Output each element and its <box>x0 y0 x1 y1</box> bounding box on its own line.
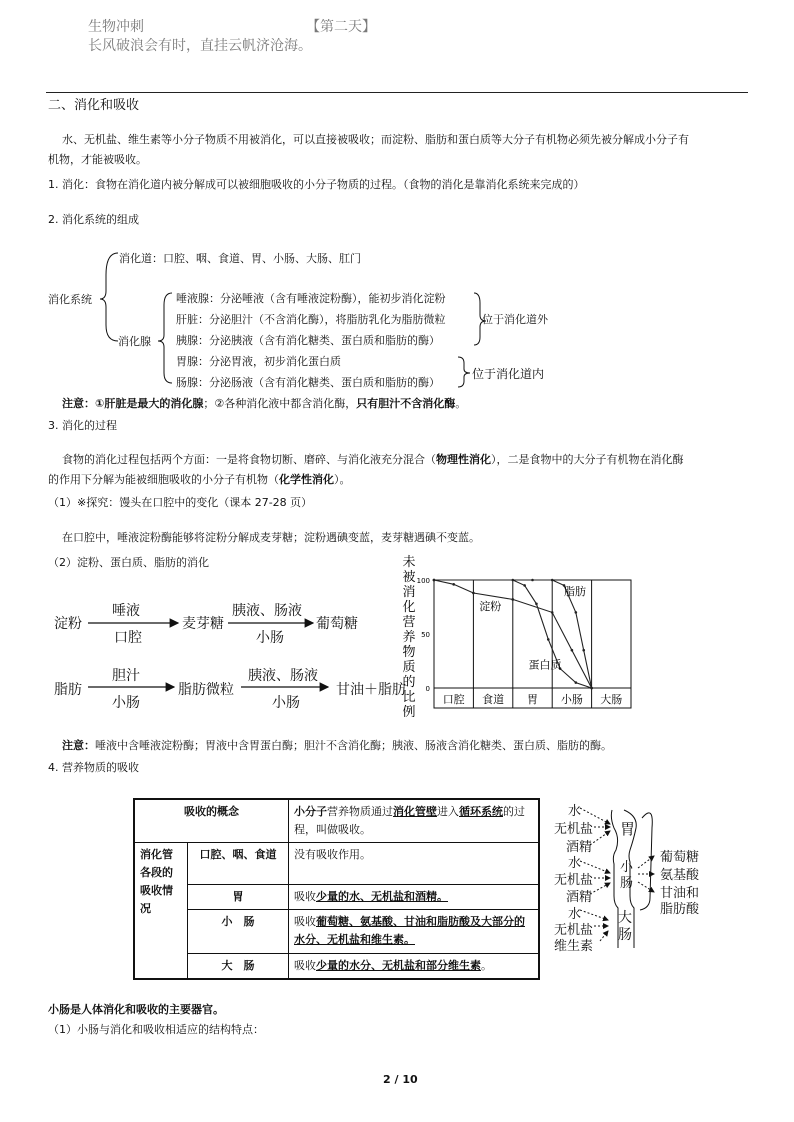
system-title: 2. 消化系统的组成 <box>48 213 139 226</box>
large-value <box>289 954 540 980</box>
chart-series-label: 脂肪 <box>564 585 587 599</box>
small-in-alcohol: 酒精 <box>566 890 593 905</box>
gland-pancreas: 胰腺：分泌胰液（含有消化糖类、蛋白质和脂肪的酶） <box>176 334 440 347</box>
process-text1-a: 食物的消化过程包括两个方面：一是将食物切断、磨碎、与消化液充分混合（ <box>62 453 436 466</box>
absorption-table <box>133 798 540 980</box>
gland-liver: 肝脏：分泌胆汁（不含消化酶），将脂肪乳化为脂肪微粒 <box>176 313 446 326</box>
mouth-label: 口腔、咽、食道 <box>188 843 289 885</box>
chart-point <box>551 611 554 614</box>
explore-title: （1）※探究：馒头在口腔中的变化（课本 27-28 页） <box>48 496 313 509</box>
header-subject: 生物冲刺 <box>88 19 144 35</box>
large-c: 。 <box>481 959 492 972</box>
chart-point <box>571 649 574 652</box>
small-out-glycerol: 甘油和 <box>660 886 700 901</box>
header-day: 【第二天】 <box>306 19 376 35</box>
small-out-amino: 氨基酸 <box>660 868 700 883</box>
chart-series-label: 蛋白质 <box>528 658 562 672</box>
diagram-large-intestine: 大肠 <box>618 910 632 943</box>
concept-label: 吸收的概念 <box>134 799 289 843</box>
large-b: 少量的水分、无机盐和部分维生素 <box>316 959 481 972</box>
mouth-value: 没有吸收作用。 <box>289 843 540 885</box>
chart-ylabel-char: 例 <box>402 705 416 720</box>
closing-main: 小肠是人体消化和吸收的主要器官。 <box>48 1003 224 1016</box>
digestion-flow-arrows <box>50 590 406 720</box>
flow-small-intestine-2: 小肠 <box>112 695 140 711</box>
segments-label: 消化管各段的吸收情况 <box>134 843 188 980</box>
flow-fat-particles: 脂肪微粒 <box>178 682 234 698</box>
small-value <box>289 910 540 954</box>
stomach-in-salts: 无机盐 <box>554 822 594 837</box>
chart-ylabel-char: 物 <box>402 645 416 660</box>
header-motto: 长风破浪会有时，直挂云帆济沧海。 <box>88 38 312 54</box>
concept-a: 小分子 <box>294 805 327 818</box>
process-text1-c: ），二是食物中的大分子有机物在消化酶 <box>491 453 684 466</box>
section-title: 二、消化和吸收 <box>48 98 140 113</box>
concept-value <box>289 799 540 843</box>
flow-products: 甘油＋脂肪 <box>336 682 406 698</box>
header-rule <box>46 92 748 93</box>
chart-ytick-label: 50 <box>421 631 430 639</box>
chart-axes <box>434 580 631 708</box>
chart-category-label: 胃 <box>527 693 538 706</box>
large-in-water: 水 <box>568 907 582 922</box>
digestion-definition: 1. 消化：食物在消化道内被分解成可以被细胞吸收的小分子物质的过程。（食物的消化是靠消化系统来完成的） <box>48 178 585 191</box>
physical-digestion: 物理性消化 <box>436 453 491 466</box>
digestion-chart <box>396 552 636 720</box>
chart-point <box>523 584 526 587</box>
chart-point <box>575 611 578 614</box>
note1-b-prefix: ②各种消化液中都含消化酶， <box>214 397 357 410</box>
small-a: 吸收 <box>294 915 316 928</box>
small-label: 小 肠 <box>188 910 289 954</box>
system-root: 消化系统 <box>48 293 92 306</box>
process-text2 <box>48 472 351 487</box>
flow-bile: 胆汁 <box>112 668 140 684</box>
small-out-fatty-acid: 脂肪酸 <box>660 902 700 917</box>
stomach-a: 吸收 <box>294 890 316 903</box>
concept-c: 消化管壁 <box>393 805 437 818</box>
outside-tract-label: 位于消化道外 <box>482 313 548 326</box>
flow-small-intestine-3: 小肠 <box>272 695 300 711</box>
chart-point <box>582 649 585 652</box>
chart-ylabel-char: 消 <box>402 585 416 600</box>
chart-category-label: 小肠 <box>560 693 583 706</box>
gland-intestine: 肠腺：分泌肠液（含有消化糖类、蛋白质和脂肪的酶） <box>176 376 440 389</box>
chart-ylabel-char: 的 <box>402 675 416 690</box>
stomach-in-alcohol: 酒精 <box>566 840 593 855</box>
note1-label: 注意： <box>62 397 95 410</box>
closing-sub: （1）小肠与消化和吸收相适应的结构特点： <box>48 1023 264 1036</box>
chart-plot-frame <box>434 580 631 688</box>
gland-stomach: 胃腺：分泌胃液，初步消化蛋白质 <box>176 355 341 368</box>
flow-starch: 淀粉 <box>54 616 82 632</box>
small-out-glucose: 葡萄糖 <box>660 850 700 865</box>
process-text1 <box>62 452 684 467</box>
digestive-glands: 消化腺 <box>118 335 151 348</box>
chart-point <box>535 602 538 605</box>
chart-category-label: 口腔 <box>442 693 465 706</box>
chart-ylabel-char: 质 <box>402 660 416 675</box>
small-in-salts: 无机盐 <box>554 873 594 888</box>
concept-d: 进入 <box>437 805 459 818</box>
gland-saliva: 唾液腺：分泌唾液（含有唾液淀粉酶），能初步消化淀粉 <box>176 292 446 305</box>
chart-ylabel-char: 化 <box>402 600 416 615</box>
diagram-stomach: 胃 <box>620 820 636 838</box>
chemical-digestion: 化学性消化 <box>279 473 334 486</box>
large-in-vitamins: 维生素 <box>554 939 594 954</box>
diagram-small-intestine: 小肠 <box>620 860 634 891</box>
chart-ylabel-char: 未 <box>402 555 416 570</box>
chart-point <box>551 579 554 582</box>
concept-f: 的过程，叫做吸收。 <box>294 805 525 836</box>
flow-saliva: 唾液 <box>112 603 140 619</box>
large-a: 吸收 <box>294 959 316 972</box>
flow-fat: 脂肪 <box>54 682 82 698</box>
note1-b-bold: 只有胆汁不含消化酶 <box>356 397 456 410</box>
chart-point <box>433 579 436 582</box>
stomach-label: 胃 <box>188 885 289 910</box>
chart-ytick-label: 100 <box>416 577 430 585</box>
flow-pancreatic-intestinal-1: 胰液、肠液 <box>232 603 302 619</box>
flow-pancreatic-intestinal-2: 胰液、肠液 <box>248 668 318 684</box>
note1-a: ①肝脏是最大的消化腺 <box>95 397 204 410</box>
chart-point <box>472 592 475 595</box>
page-number: 2 / 10 <box>383 1073 418 1086</box>
absorb-title: 4. 营养物质的吸收 <box>48 761 139 774</box>
chart-point <box>590 687 593 690</box>
chart-point <box>512 598 515 601</box>
flow-maltose: 麦芽糖 <box>182 616 224 632</box>
small-in-water: 水 <box>568 856 582 871</box>
concept-e: 循环系统 <box>459 805 503 818</box>
sub2-title: （2）淀粉、蛋白质、脂肪的消化 <box>48 556 209 569</box>
chart-ylabel-char: 被 <box>402 570 416 585</box>
chart-category-label: 食道 <box>482 693 505 706</box>
large-in-salts: 无机盐 <box>554 923 594 938</box>
intro-line1: 水、无机盐、维生素等小分子物质不用被消化，可以直接被吸收；而淀粉、脂肪和蛋白质等大分子有机物必须先被分解成小分子有 <box>62 133 689 146</box>
flow-glucose: 葡萄糖 <box>316 616 358 632</box>
note1-sep: ； <box>203 397 215 410</box>
stomach-in-water: 水 <box>568 804 582 819</box>
intro-line2: 机物，才能被吸收。 <box>48 153 147 166</box>
stomach-b: 少量的水、无机盐和酒精。 <box>316 890 448 903</box>
digestive-tract: 消化道：口腔、咽、食道、胃、小肠、大肠、肛门 <box>119 252 361 265</box>
concept-b: 营养物质通过 <box>327 805 393 818</box>
large-label: 大 肠 <box>188 954 289 980</box>
chart-series-label: 淀粉 <box>479 600 502 614</box>
chart-ylabel-char: 养 <box>402 630 416 645</box>
chart-point <box>575 681 578 684</box>
chart-ytick-label: 0 <box>425 685 430 693</box>
note1-end: 。 <box>455 397 467 410</box>
inside-tract-label: 位于消化道内 <box>472 367 545 381</box>
flow-mouth: 口腔 <box>114 630 142 646</box>
stomach-value <box>289 885 540 910</box>
explore-text: 在口腔中，唾液淀粉酶能够将淀粉分解成麦芽糖；淀粉遇碘变蓝，麦芽糖遇碘不变蓝。 <box>62 531 480 544</box>
note2-label: 注意： <box>62 739 95 752</box>
process-title: 3. 消化的过程 <box>48 419 117 432</box>
chart-ylabel-char: 营 <box>402 615 416 630</box>
note2 <box>62 738 612 753</box>
process-text2-c: ）。 <box>334 473 351 486</box>
note2-text: 唾液中含唾液淀粉酶；胃液中含胃蛋白酶；胆汁不含消化酶；胰液、肠液含消化糖类、蛋白质、脂肪的酶。 <box>95 739 612 752</box>
note1 <box>62 396 466 411</box>
chart-ylabel <box>402 554 415 720</box>
chart-point <box>531 579 534 582</box>
process-text2-a: 的作用下分解为能被细胞吸收的小分子有机物（ <box>48 473 279 486</box>
small-b: 葡萄糖、氨基酸、甘油和脂肪酸及大部分的水分、无机盐和维生素。 <box>294 915 525 946</box>
chart-point <box>452 583 455 586</box>
chart-category-label: 大肠 <box>600 693 623 706</box>
chart-point <box>547 638 550 641</box>
chart-point <box>512 579 515 582</box>
chart-ylabel-char: 比 <box>402 690 416 705</box>
flow-small-intestine-1: 小肠 <box>256 630 284 646</box>
